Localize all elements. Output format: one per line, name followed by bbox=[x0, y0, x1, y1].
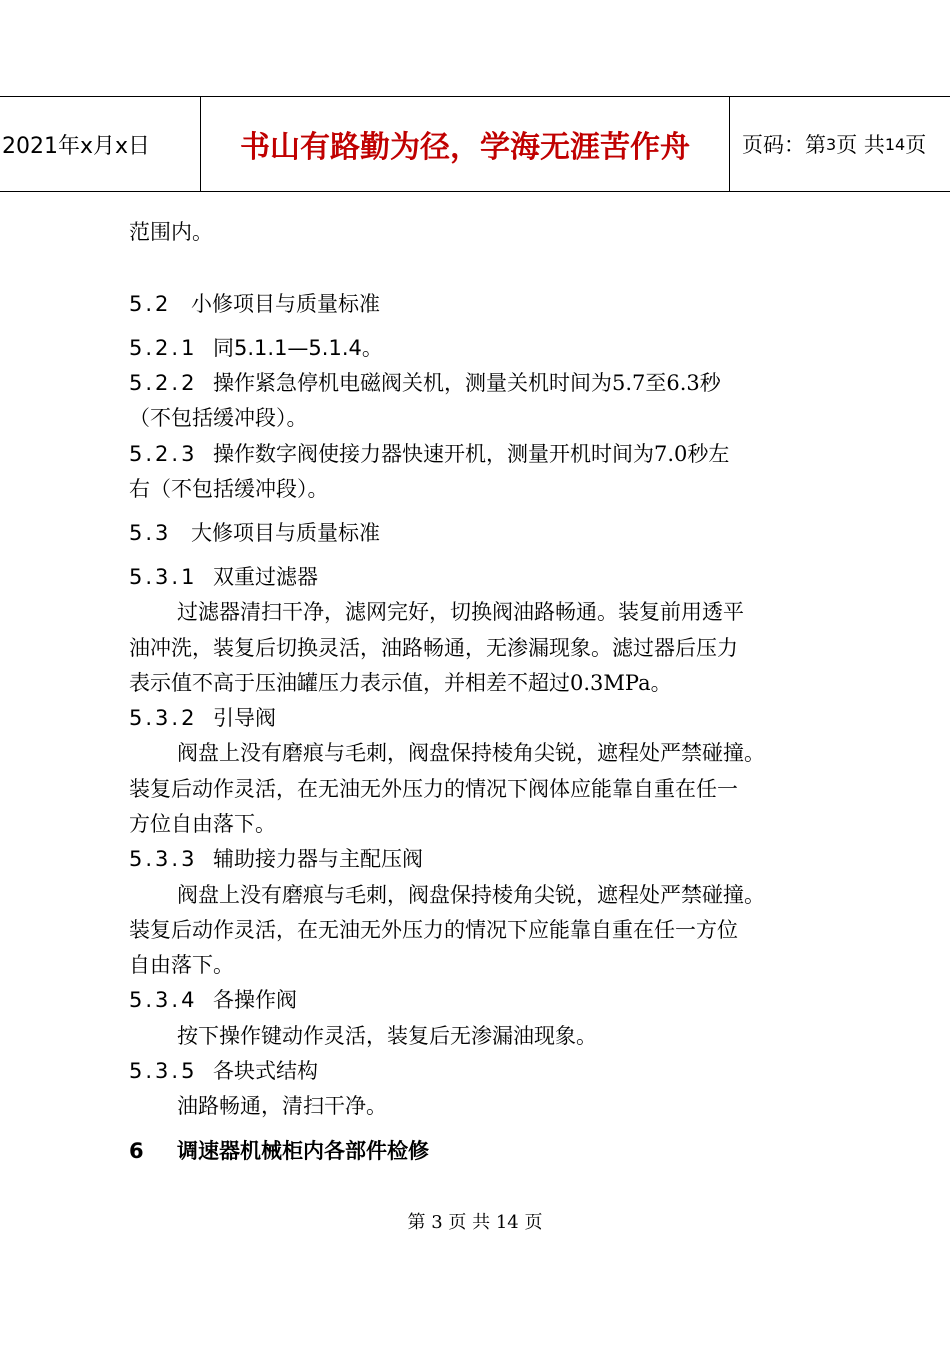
item-title: 辅助接力器与主配压阀 bbox=[213, 847, 423, 871]
section-title: 调速器机械柜内各部件检修 bbox=[177, 1139, 429, 1163]
item-5-3-1 bbox=[129, 562, 849, 592]
header-page-mid: 页 共 bbox=[836, 133, 885, 157]
section-number: 5.2 bbox=[129, 292, 172, 316]
item-number: 5.3.1 bbox=[129, 565, 198, 589]
paragraph-line: 油路畅通，清扫干净。 bbox=[177, 1094, 387, 1118]
item-text: 操作紧急停机电磁阀关机，测量关机时间为5.7至6.3秒 bbox=[213, 371, 721, 395]
body-line: 范围内。 bbox=[129, 220, 213, 244]
paragraph-line: 过滤器清扫干净，滤网完好，切换阀油路畅通。装复前用透平 bbox=[177, 600, 744, 624]
item-number: 5.3.3 bbox=[129, 847, 198, 871]
paragraph-line: 自由落下。 bbox=[129, 953, 234, 977]
header-page-num: 3 bbox=[826, 134, 837, 154]
paragraph-line: 装复后动作灵活，在无油无外压力的情况下应能靠自重在任一方位 bbox=[129, 918, 738, 942]
page-header bbox=[0, 96, 950, 192]
item-5-2-3 bbox=[129, 439, 849, 469]
paragraph-line: 方位自由落下。 bbox=[129, 812, 276, 836]
section-title: 小修项目与质量标准 bbox=[191, 292, 380, 316]
section-title: 大修项目与质量标准 bbox=[191, 521, 380, 545]
item-title: 引导阀 bbox=[213, 706, 276, 730]
body-line: 右（不包括缓冲段）。 bbox=[129, 477, 329, 501]
paragraph-line: 阀盘上没有磨痕与毛刺，阀盘保持棱角尖锐，遮程处严禁碰撞。 bbox=[177, 741, 765, 765]
header-motto: 书山有路勤为径，学海无涯苦作舟 bbox=[200, 97, 730, 191]
section-6-heading bbox=[129, 1136, 849, 1166]
section-number: 5.3 bbox=[129, 521, 172, 545]
header-page-label: 页码：第 bbox=[742, 133, 826, 157]
item-number: 5.3.2 bbox=[129, 706, 198, 730]
item-5-2-2 bbox=[129, 368, 849, 398]
item-number: 5.2.2 bbox=[129, 371, 198, 395]
item-number: 5.2.1 bbox=[129, 336, 198, 360]
header-page-info bbox=[730, 97, 950, 191]
item-5-2-1 bbox=[129, 333, 849, 363]
section-5-2-heading bbox=[129, 289, 849, 319]
item-number: 5.2.3 bbox=[129, 442, 198, 466]
section-5-3-heading bbox=[129, 518, 849, 548]
item-5-3-2 bbox=[129, 703, 849, 733]
item-5-3-5 bbox=[129, 1056, 849, 1086]
section-number: 6 bbox=[129, 1139, 144, 1163]
item-5-3-3 bbox=[129, 844, 849, 874]
item-text: 操作数字阀使接力器快速开机，测量开机时间为7.0秒左 bbox=[213, 442, 730, 466]
paragraph-line: 装复后动作灵活，在无油无外压力的情况下阀体应能靠自重在任一 bbox=[129, 777, 738, 801]
item-number: 5.3.5 bbox=[129, 1059, 198, 1083]
item-title: 各块式结构 bbox=[213, 1059, 318, 1083]
body-line: （不包括缓冲段）。 bbox=[129, 406, 308, 430]
header-page-total: 14 bbox=[884, 134, 906, 154]
item-title: 各操作阀 bbox=[213, 988, 297, 1012]
paragraph-line: 表示值不高于压油罐压力表示值，并相差不超过0.3MPa。 bbox=[129, 671, 672, 695]
item-text: 同5.1.1—5.1.4。 bbox=[213, 336, 383, 360]
item-5-3-4 bbox=[129, 985, 849, 1015]
item-number: 5.3.4 bbox=[129, 988, 198, 1012]
paragraph-line: 按下操作键动作灵活，装复后无渗漏油现象。 bbox=[177, 1024, 597, 1048]
paragraph-line: 油冲洗，装复后切换灵活，油路畅通，无渗漏现象。滤过器后压力 bbox=[129, 636, 738, 660]
item-title: 双重过滤器 bbox=[213, 565, 318, 589]
header-page-end: 页 bbox=[905, 133, 927, 157]
page-footer: 第 3 页 共 14 页 bbox=[407, 1212, 543, 1233]
paragraph-line: 阀盘上没有磨痕与毛刺，阀盘保持棱角尖锐，遮程处严禁碰撞。 bbox=[177, 883, 765, 907]
header-date: 2021年x月x日 bbox=[2, 133, 151, 159]
